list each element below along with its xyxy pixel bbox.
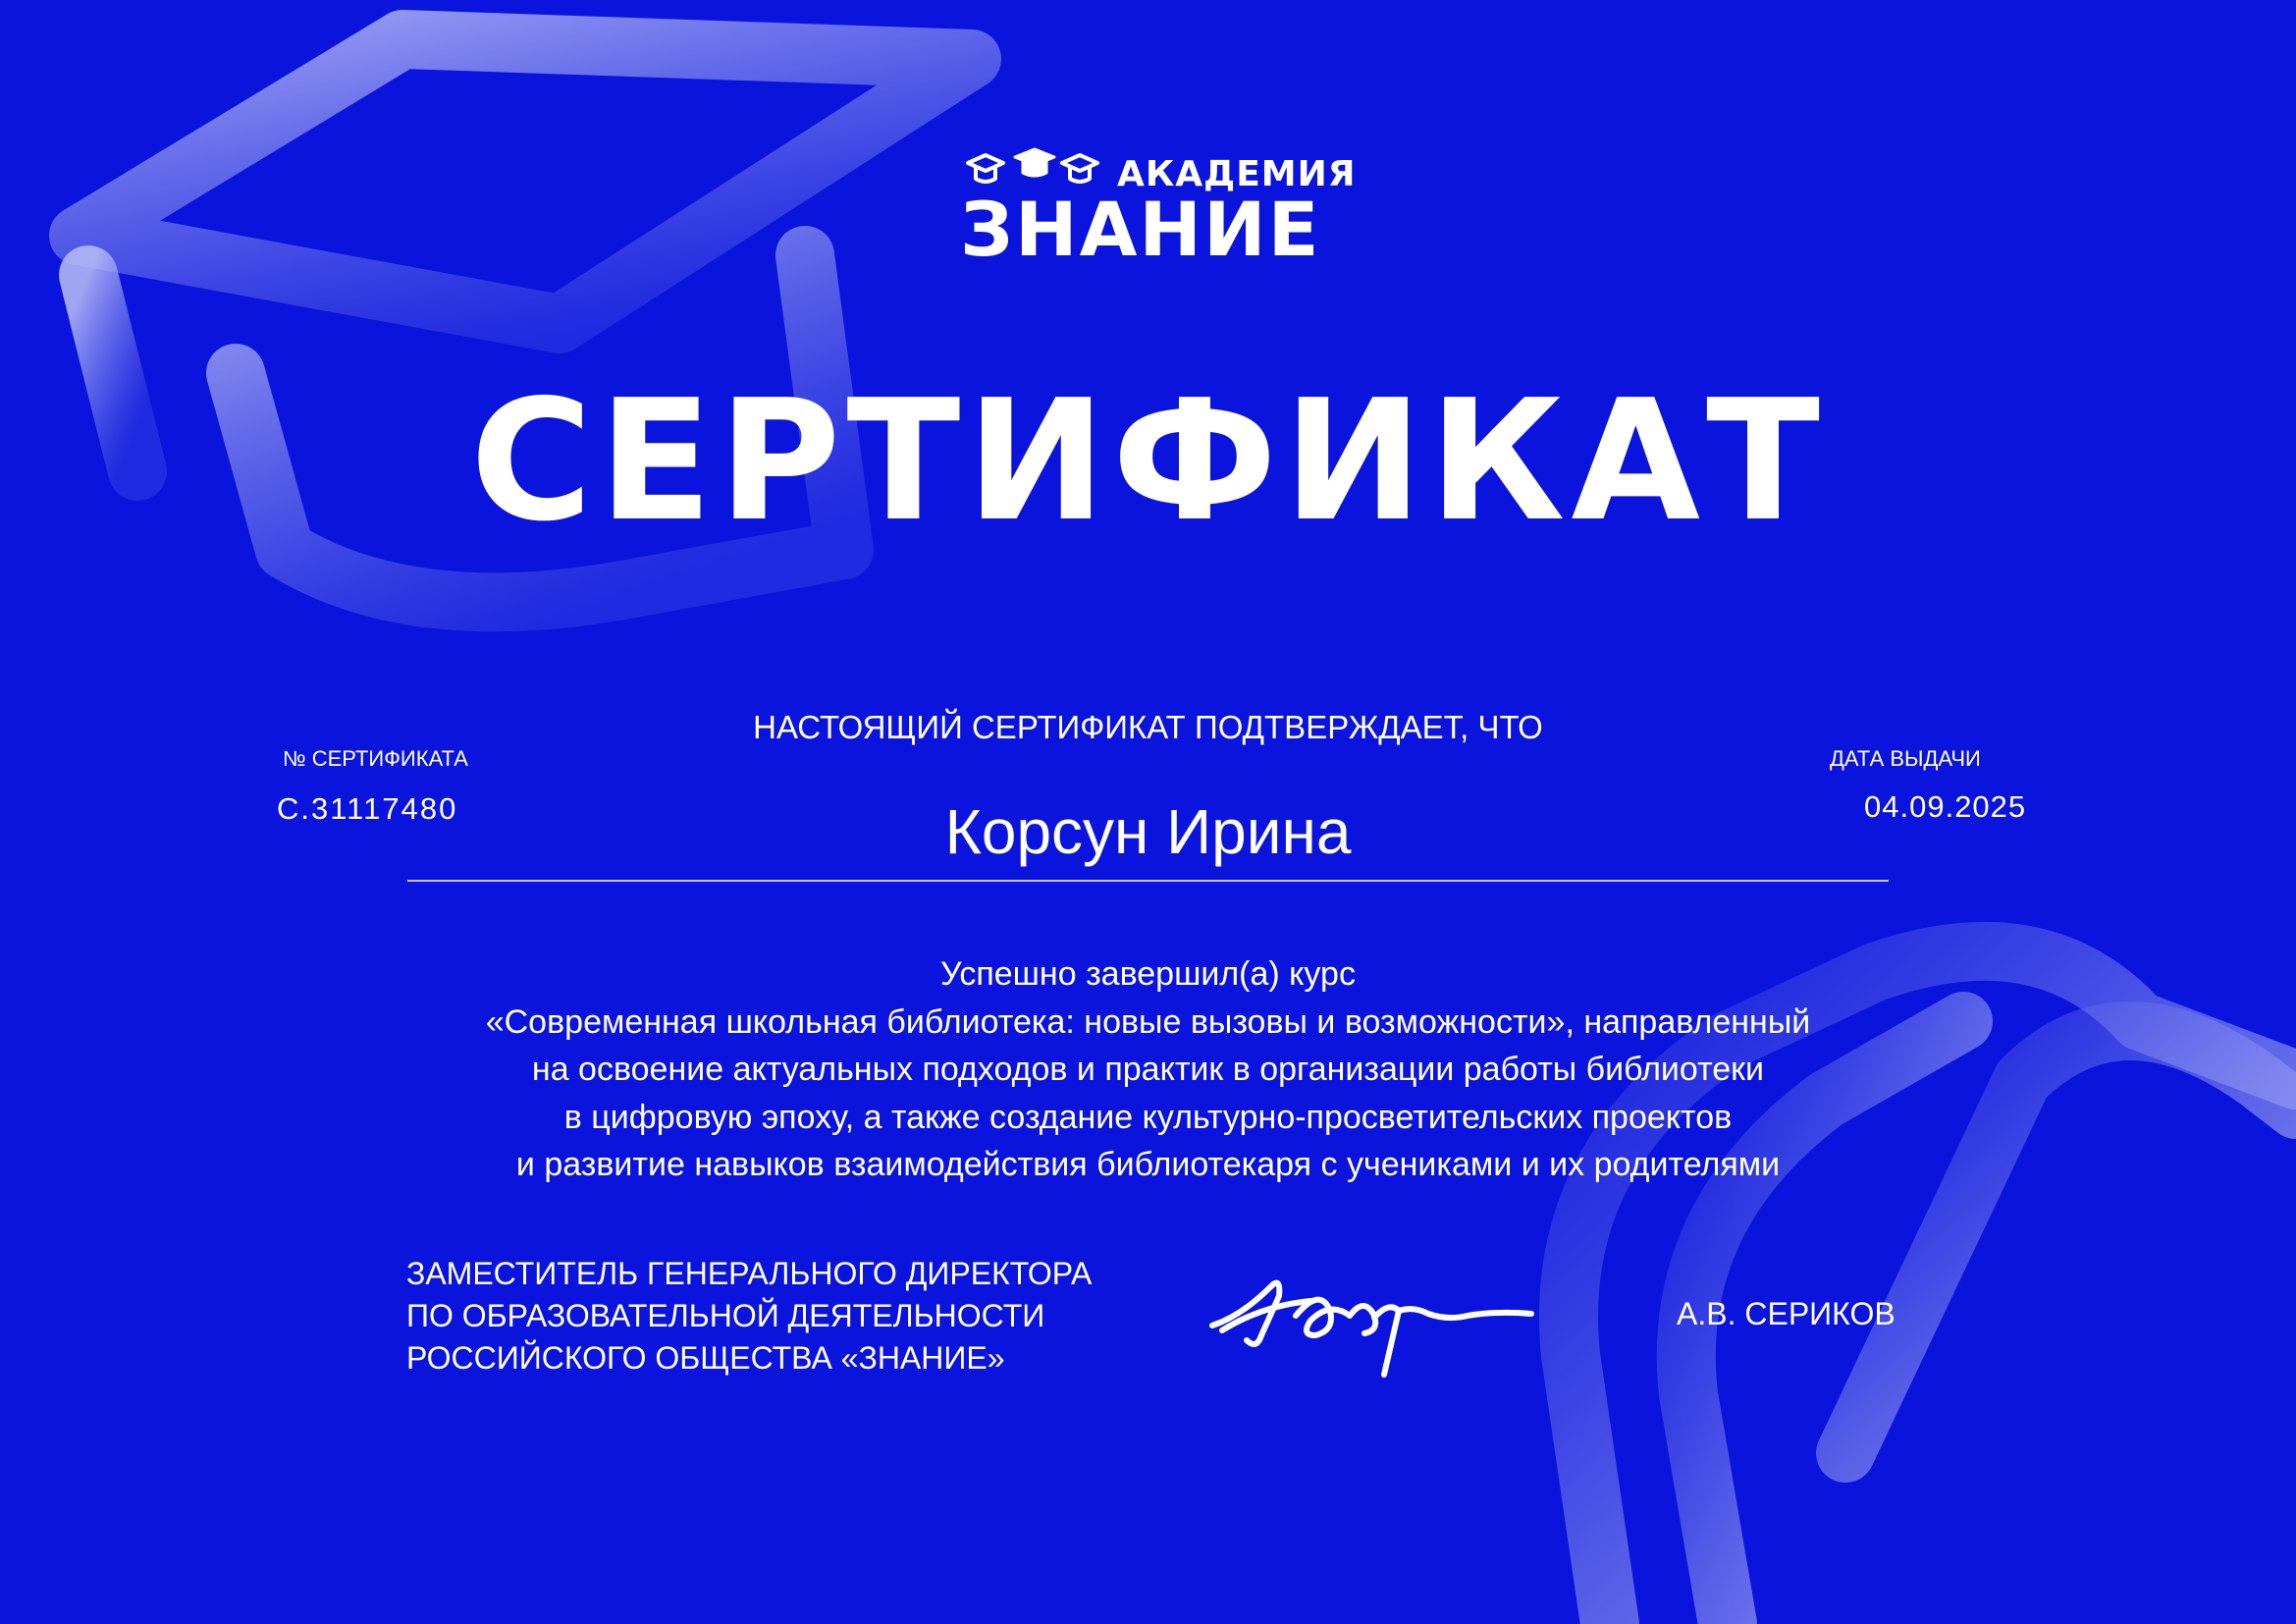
academy-logo	[960, 147, 1362, 295]
name-underline	[407, 880, 1889, 882]
certificate-title: СЕРТИФИКАТ	[469, 364, 1827, 559]
logo-line-academy: АКАДЕМИЯ	[1117, 154, 1357, 194]
course-line: Успешно завершил(а) курс	[940, 955, 1356, 993]
signer-title	[406, 1253, 1092, 1380]
signer-title-line: РОССИЙСКОГО ОБЩЕСТВА «ЗНАНИЕ»	[406, 1340, 1005, 1376]
signature-mark	[1202, 1257, 1541, 1384]
signer-name: А.В. СЕРИКОВ	[1677, 1296, 1896, 1331]
course-line: и развитие навыков взаимодействия библиотекаря с учениками и их родителями	[515, 1146, 1781, 1183]
issue-date-value: 04.09.2025	[1864, 789, 2027, 824]
issue-date-label: ДАТА ВЫДАЧИ	[1830, 746, 1981, 771]
signer-title-line: ЗАМЕСТИТЕЛЬ ГЕНЕРАЛЬНОГО ДИРЕКТОРА	[406, 1256, 1093, 1291]
certificate-number-label: № СЕРТИФИКАТА	[283, 746, 468, 771]
signer-title-line: ПО ОБРАЗОВАТЕЛЬНОЙ ДЕЯТЕЛЬНОСТИ	[406, 1298, 1045, 1333]
logo-line-znanie: ЗНАНИЕ	[960, 186, 1321, 273]
course-line: «Современная школьная библиотека: новые вызовы и возможности», направленный	[485, 1002, 1811, 1041]
recipient-name: Корсун Ирина	[944, 796, 1352, 867]
caps-icon	[964, 147, 1121, 190]
course-line: на освоение актуальных подходов и практик в организации работы библиотеки	[531, 1051, 1765, 1088]
certificate-number-value: С.31117480	[277, 791, 458, 826]
course-description	[0, 950, 2296, 1189]
course-line: в цифровую эпоху, а также создание культурно-просветительских проектов	[563, 1098, 1733, 1136]
confirms-text: НАСТОЯЩИЙ СЕРТИФИКАТ ПОДТВЕРЖДАЕТ, ЧТО	[753, 709, 1543, 745]
